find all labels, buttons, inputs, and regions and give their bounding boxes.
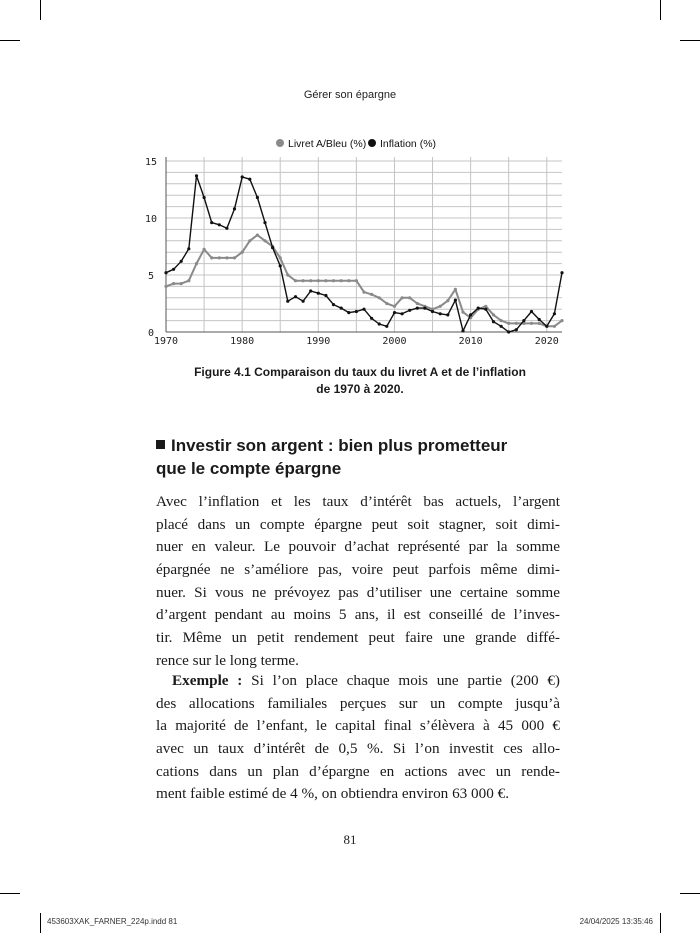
- data-point: [408, 296, 411, 299]
- paragraph-2-line: des allocations familiales perçues sur un compte jusqu’à: [156, 694, 560, 712]
- data-point: [355, 310, 358, 313]
- print-slug-date: 24/04/2025 13:35:46: [579, 917, 653, 926]
- data-point: [218, 223, 221, 226]
- data-point: [279, 256, 282, 259]
- data-point: [263, 221, 266, 224]
- paragraph-2-line: la majorité de l’enfant, le capital final s’élèvera à 45 000 €: [156, 717, 560, 735]
- x-tick-label: 1980: [230, 336, 255, 347]
- x-tick-label: 2020: [534, 336, 559, 347]
- data-point: [218, 256, 221, 259]
- data-point: [241, 251, 244, 254]
- data-point: [416, 307, 419, 310]
- data-point: [203, 248, 206, 251]
- paragraph-1-line: tir. Même un petit rendement peut faire une grande diffé-: [156, 629, 560, 647]
- data-point: [454, 299, 457, 302]
- data-point: [225, 227, 228, 230]
- figure-caption-line-2: de 1970 à 2020.: [316, 382, 404, 396]
- crop-mark-bottom-right-horizontal: [680, 893, 700, 894]
- section-heading-text-1: Investir son argent : bien plus prometteur: [171, 436, 508, 455]
- data-point: [355, 279, 358, 282]
- data-point: [241, 175, 244, 178]
- data-point: [324, 294, 327, 297]
- data-point: [332, 279, 335, 282]
- data-point: [362, 291, 365, 294]
- x-tick-label: 1970: [153, 336, 179, 347]
- data-point: [347, 311, 350, 314]
- paragraph-2-first-line: [156, 670, 560, 693]
- data-point: [446, 299, 449, 302]
- paragraph-1-line: nuer. Si vous ne prévoyez pas d’utiliser une certaine somme: [156, 583, 560, 601]
- grid: [166, 157, 562, 332]
- data-point: [461, 311, 464, 314]
- data-point: [492, 320, 495, 323]
- data-point: [233, 207, 236, 210]
- data-point: [172, 282, 175, 285]
- x-tick-label: 2010: [458, 336, 483, 347]
- crop-mark-bottom-left-vertical: [40, 913, 41, 933]
- data-point: [271, 246, 274, 249]
- data-point: [553, 312, 556, 315]
- y-tick-label: 5: [147, 271, 155, 282]
- data-point: [507, 330, 510, 333]
- paragraph-1-line: d’argent pendant au moins 5 ans, il est conseillé de l’inves-: [156, 606, 560, 624]
- data-point: [256, 196, 259, 199]
- data-point: [439, 305, 442, 308]
- legend: [276, 138, 436, 150]
- paragraph-2-line: ment faible estimé de 4 %, on obtiendra environ 63 000 €.: [156, 785, 510, 803]
- series-livret-a: [164, 234, 563, 328]
- data-point: [294, 279, 297, 282]
- data-point: [500, 319, 503, 322]
- crop-mark-top-right-horizontal: [680, 40, 700, 41]
- series-line: [166, 235, 562, 326]
- data-point: [439, 312, 442, 315]
- data-point: [553, 325, 556, 328]
- paragraph-2-line: avec un taux d’intérêt de 0,5 %. Si l’on investit ces allo-: [156, 740, 560, 758]
- data-point: [385, 325, 388, 328]
- data-point: [187, 279, 190, 282]
- data-point: [515, 322, 518, 325]
- data-point: [233, 256, 236, 259]
- square-bullet-icon: [156, 440, 165, 449]
- data-point: [408, 309, 411, 312]
- crop-mark-bottom-right-vertical: [660, 913, 661, 933]
- data-point: [347, 279, 350, 282]
- data-point: [286, 300, 289, 303]
- paragraph-1-line: nuer en valeur. Le pouvoir d’achat représenté par la somme: [156, 538, 560, 556]
- data-point: [484, 308, 487, 311]
- data-point: [332, 303, 335, 306]
- crop-mark-top-left-vertical: [40, 0, 41, 20]
- crop-mark-top-left-horizontal: [0, 40, 20, 41]
- data-point: [309, 279, 312, 282]
- data-point: [378, 296, 381, 299]
- data-point: [302, 300, 305, 303]
- data-point: [172, 268, 175, 271]
- data-point: [187, 247, 190, 250]
- data-point: [507, 322, 510, 325]
- section-heading-line-2: que le compte épargne: [156, 459, 342, 478]
- data-point: [446, 313, 449, 316]
- data-point: [248, 178, 251, 181]
- data-point: [180, 260, 183, 263]
- data-point: [225, 256, 228, 259]
- running-head: Gérer son épargne: [303, 89, 397, 101]
- data-point: [515, 328, 518, 331]
- data-point: [302, 279, 305, 282]
- x-tick-label: 1990: [306, 336, 331, 347]
- data-point: [263, 239, 266, 242]
- data-point: [393, 305, 396, 308]
- data-point: [454, 288, 457, 291]
- paragraph-2: [156, 670, 560, 806]
- data-point: [164, 285, 167, 288]
- data-point: [195, 262, 198, 265]
- data-point: [370, 317, 373, 320]
- paragraph-1-line: Avec l’inflation et les taux d’intérêt bas actuels, l’argent: [156, 493, 560, 510]
- data-point: [195, 174, 198, 177]
- data-point: [317, 279, 320, 282]
- crop-mark-top-right-vertical: [660, 0, 661, 20]
- data-point: [362, 308, 365, 311]
- data-point: [324, 279, 327, 282]
- data-point: [530, 322, 533, 325]
- data-point: [401, 312, 404, 315]
- data-point: [203, 196, 206, 199]
- data-point: [461, 329, 464, 332]
- section-heading: [156, 434, 576, 480]
- section-heading-line-1: [156, 434, 576, 457]
- data-point: [560, 319, 563, 322]
- x-tick-label: 2000: [382, 336, 407, 347]
- legend-marker-icon: [276, 139, 284, 147]
- paragraph-1-line: placé dans un compte épargne peut soit stagner, soit dimi-: [156, 515, 560, 533]
- data-point: [530, 310, 533, 313]
- data-point: [256, 234, 259, 237]
- data-point: [370, 293, 373, 296]
- paragraph-1-line: rence sur le long terme.: [156, 651, 299, 669]
- print-slug-file: 453603XAK_FARNER_224p.indd 81: [47, 917, 178, 926]
- data-point: [416, 302, 419, 305]
- data-point: [538, 318, 541, 321]
- figure-caption-line-1: Figure 4.1 Comparaison du taux du livret A et de l’inflation: [194, 365, 526, 379]
- legend-label: Inflation (%): [380, 138, 437, 150]
- data-point: [484, 305, 487, 308]
- data-point: [492, 313, 495, 316]
- data-point: [385, 302, 388, 305]
- data-point: [340, 307, 343, 310]
- data-point: [500, 325, 503, 328]
- data-point: [538, 322, 541, 325]
- data-point: [248, 239, 251, 242]
- figure-caption: [150, 364, 570, 398]
- data-point: [210, 256, 213, 259]
- data-point: [477, 307, 480, 310]
- data-point: [378, 322, 381, 325]
- data-point: [545, 325, 548, 328]
- data-point: [469, 313, 472, 316]
- example-text: Si l’on place chaque mois une partie (200 €): [242, 672, 560, 689]
- data-point: [294, 295, 297, 298]
- paragraph-1: [156, 491, 560, 673]
- y-tick-label: 0: [147, 328, 155, 339]
- example-label: Exemple :: [172, 672, 243, 689]
- data-point: [401, 296, 404, 299]
- data-point: [210, 221, 213, 224]
- data-point: [309, 289, 312, 292]
- data-point: [180, 282, 183, 285]
- data-point: [317, 292, 320, 295]
- legend-marker-icon: [368, 139, 376, 147]
- data-point: [279, 264, 282, 267]
- data-point: [431, 310, 434, 313]
- y-tick-label: 10: [144, 214, 158, 225]
- y-tick-label: 15: [144, 157, 158, 168]
- line-chart: [140, 128, 570, 350]
- data-point: [522, 319, 525, 322]
- paragraph-2-line: cations dans un plan d’épargne en actions avec un rende-: [156, 762, 560, 780]
- data-point: [286, 273, 289, 276]
- legend-label: Livret A/Bleu (%): [288, 138, 367, 150]
- paragraph-1-line: épargnée ne s’améliore pas, voire peut parfois même dimi-: [156, 561, 560, 579]
- data-point: [164, 271, 167, 274]
- data-point: [560, 271, 563, 274]
- crop-mark-bottom-left-horizontal: [0, 893, 20, 894]
- page-number: 81: [343, 832, 357, 847]
- data-point: [340, 279, 343, 282]
- data-point: [393, 311, 396, 314]
- data-point: [423, 307, 426, 310]
